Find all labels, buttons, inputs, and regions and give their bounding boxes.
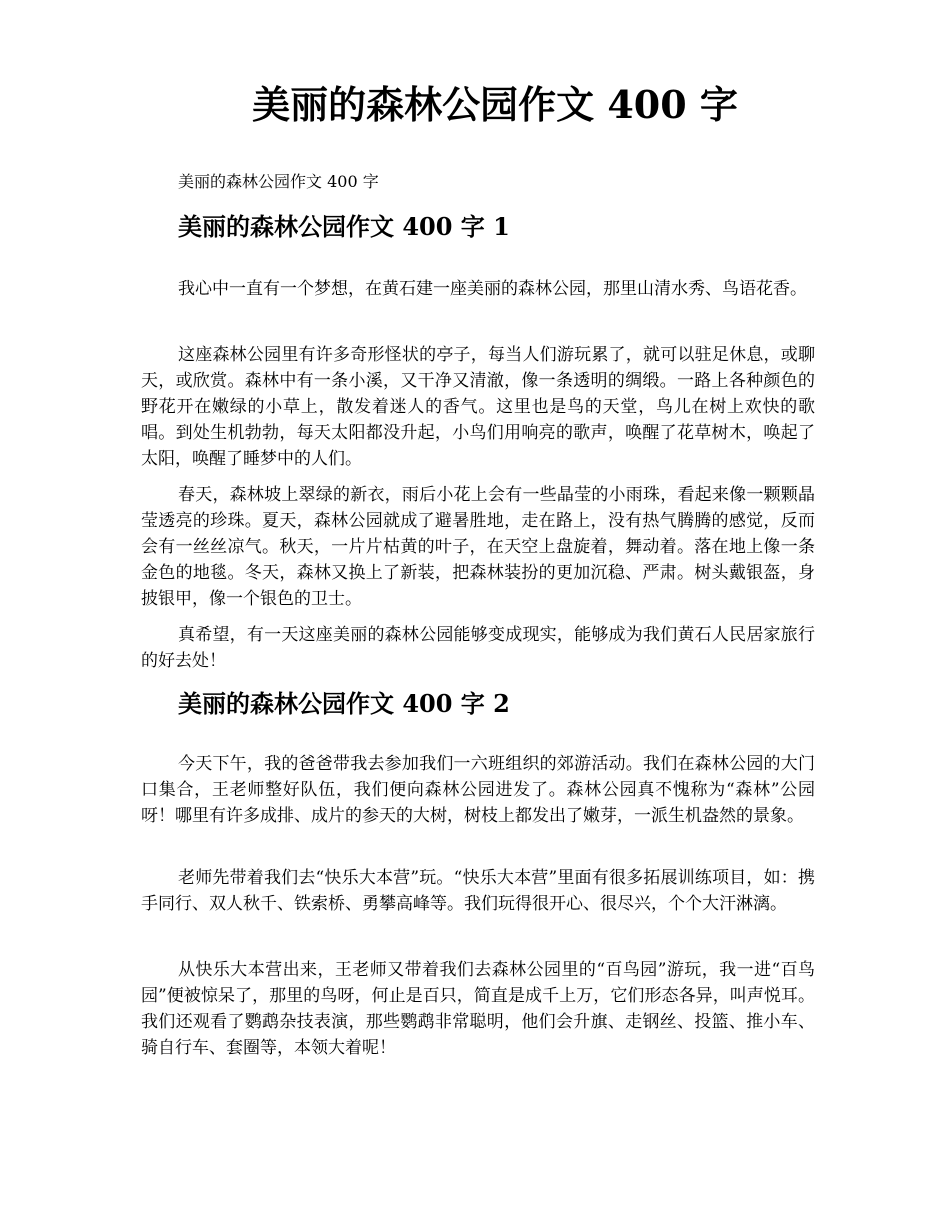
paragraph: 从快乐大本营出来，王老师又带着我们去森林公园里的“百鸟园”游玩，我一进“百鸟园”便被惊呆了，那里的鸟呀，何止是百只，简直是成千上万，它们形态各异，叫声悦耳。我们还观看了鹦鹉杂技表演，那些鹦鹉非常聪明，他们会升旗、走钢丝、投篮、推小车、骑自行车、套圈等，本领大着呢！ — [141, 960, 815, 1058]
paragraph: 老师先带着我们去“快乐大本营”玩。“快乐大本营”里面有很多拓展训练项目，如：携手同行、双人秋千、铁索桥、勇攀高峰等。我们玩得很开心、很尽兴，个个大汗淋漓。 — [141, 868, 815, 914]
paragraph: 真希望，有一天这座美丽的森林公园能够变成现实，能够成为我们黄石人民居家旅行的好去处！ — [141, 625, 815, 671]
section-heading-1: 美丽的森林公园作文 400 字 1 — [178, 212, 510, 241]
document-title: 美丽的森林公园作文 400 字 — [252, 82, 738, 127]
document-subtitle: 美丽的森林公园作文 400 字 — [178, 172, 379, 191]
paragraph: 我心中一直有一个梦想，在黄石建一座美丽的森林公园，那里山清水秀、鸟语花香。 — [178, 279, 807, 299]
paragraph: 今天下午，我的爸爸带我去参加我们一六班组织的郊游活动。我们在森林公园的大门口集合，王老师整好队伍，我们便向森林公园进发了。森林公园真不愧称为“森林”公园呀！哪里有许多成排、成片的参天的大树，树枝上都发出了嫩芽，一派生机盎然的景象。 — [141, 754, 815, 826]
paragraph: 春天，森林坡上翠绿的新衣，雨后小花上会有一些晶莹的小雨珠，看起来像一颗颗晶莹透亮的珍珠。夏天，森林公园就成了避暑胜地，走在路上，没有热气腾腾的感觉，反而会有一丝丝凉气。秋天，一片片枯黄的叶子，在天空上盘旋着，舞动着。落在地上像一条金色的地毯。冬天，森林又换上了新装，把森林装扮的更加沉稳、严肃。树头戴银盔，身披银甲，像一个银色的卫士。 — [141, 485, 815, 609]
paragraph: 这座森林公园里有许多奇形怪状的亭子，每当人们游玩累了，就可以驻足休息，或聊天，或欣赏。森林中有一条小溪，又干净又清澈，像一条透明的绸缎。一路上各种颜色的野花开在嫩绿的小草上，散发着迷人的香气。这里也是鸟的天堂，鸟儿在树上欢快的歌唱。到处生机勃勃，每天太阳都没升起，小鸟们用响亮的歌声，唤醒了花草树木，唤起了太阳，唤醒了睡梦中的人们。 — [141, 345, 815, 469]
section-heading-2: 美丽的森林公园作文 400 字 2 — [178, 689, 510, 718]
